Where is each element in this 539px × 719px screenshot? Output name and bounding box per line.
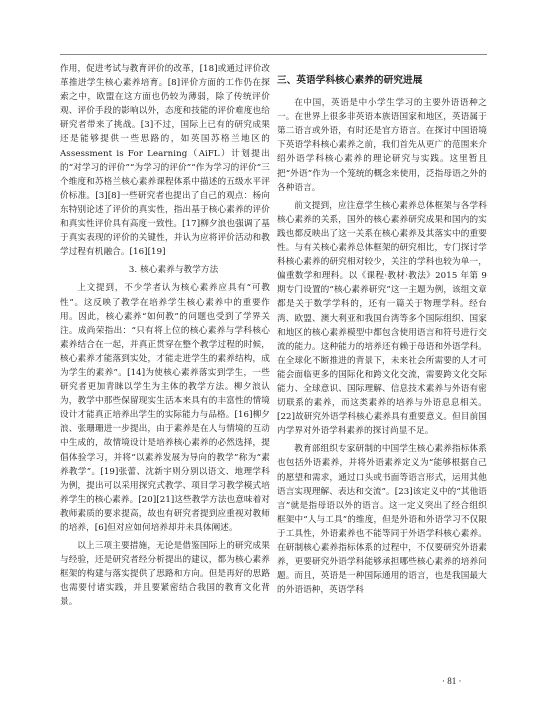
- right-paragraph-3: 教育部组织专家研制的中国学生核心素养指标体系也包括外语素养，并将外语素养定义为“能够根据自己的愿望和需求，通过口头或书面等语言形式，运用其他语言实现理解、表达和交流”。[23]该定义中的“其他语言”就是指母语以外的语言。这一定义突出了经合组织框架中“人与工具”的维度，但是外语和外语学习不仅限于工具性，外语素养也不能等同于外语学科核心素养。在研制核心素养指标体系的过程中，不仅要研究外语素养，更要研究外语学科能够承担哪些核心素养的培养问题。而且，英语是一种国际通用的语言，也是我国最大的外语语种，英语学科: [277, 444, 487, 596]
- left-paragraph-3: 以上三项主要措施，无论是借鉴国际上的研究成果与经验，还是研究者经分析提出的建议，都为核心素养框架的构建与落实提供了思路和方向。但是再好的思路也需要付诸实践，并且要紧密结合我国的教育文化背景。: [60, 541, 270, 608]
- right-paragraph-1: 在中国，英语是中小学生学习的主要外语语种之一。在世界上很多非英语本族语国家和地区，英语属于第二语言或外语，有时还是官方语言。在探讨中国语境下英语学科核心素养之前，我们首先从更广的范围来介绍外语学科核心素养的理论研究与实践。这里暂且把“外语”作为一个笼统的概念来使用，泛指母语之外的各种语言。: [277, 98, 487, 193]
- right-paragraph-2: 前文提到，应注意学生核心素养总体框架与各学科核心素养的关系，国外的核心素养研究成果和国内的实践也都反映出了这一关系在核心素养及其落实中的重要性。与有关核心素养总体框架的研究相比，专门探讨学科核心素养的研究相对较少，关注的学科也较为单一，偏重数学和理科。以《课程·教材·教法》2015 年第 9 期专门设置的“核心素养研究”这一主题为例，该组文章都是关于数学学科的，还有一篇关于物理学科。经台湾、欧盟、澳大利亚和我国台湾等多个国际组织、国家和地区的核心素养模型中都包含使用语言和符号进行交流的能力。这种能力的培养还有赖于母语和外语学科。在全球化不断推进的背景下，未来社会所需要的人才可能会面临更多的国际化和跨文化交流，需要跨文化交际能力、全球意识、国际理解、信息技术素养与外语有密切联系的素养，而这类素养的培养与外语息息相关。[22]故研究外语学科核心素养具有重要意义。但目前国内学界对外语学科素养的探讨尚显不足。: [277, 200, 487, 437]
- section-heading-english-core-literacy: 三、英语学科核心素养的研究进展: [277, 75, 423, 86]
- right-column: [277, 74, 487, 601]
- left-paragraph-1: 作用，促进考试与教育评价的改革，[18]或通过评价改革推进学生核心素养培育。[8]评价方面的工作仍在探索之中，欧盟在这方面也仍较为薄弱，除了传统评价观、评价手段的影响以外，态度和技能的评价难度也给研究者带来了挑战。[3]不过，国际上已有的研究成果还是能够提供一些思路的，如英国苏格兰地区的 Assessment is For Learning（AiFL）计划提出的“对学习的评价”“为学习的评价”“作为学习的评价”三个维度和苏格兰核心素养课程体系中描述的五级水平评价标准。[3][8]一些研究者也提出了自己的观点：杨向东特别论述了评价的真实性，指出基于核心素养的评价和真实性评价具有高度一致性。[17]柳夕浪也强调了基于真实表现的评价的关键性，并认为应将评价活动和教学过程有机融合。[16][19]: [60, 64, 270, 258]
- left-column: [60, 62, 270, 614]
- page-number: · 81 ·: [442, 676, 462, 686]
- header-rule: [60, 54, 487, 55]
- subsection-heading-teaching-methods: 3. 核心素养与教学方法: [128, 265, 219, 276]
- left-paragraph-2: 上文提到，不少学者认为核心素养应具有“可教性”。这反映了教学在培养学生核心素养中的重要作用。因此，核心素养“如何教”的问题也受到了学界关注。成尚荣指出：“只有将上位的核心素养与学科核心素养结合在一起，并真正贯穿在整个教学过程的时候，核心素养才能落到实处，才能走进学生的素养结构，成为学生的素养”。[14]为使核心素养落实到学生，一些研究者更加青睐以学生为主体的教学方法。柳夕浪认为，教学中那些保留现实生活本来具有的丰富性的情境设计才能真正培养出学生的实际能力与品格。[16]柳夕浪、张珊珊进一步提出，由于素养是在人与情境的互动中生成的，故情境设计是培养核心素养的必然选择，提倡体验学习，并将“以素养发展为导向的教学”称为“素养教学”。[19]张蕾、沈新宇则分别以语文、地理学科为例，提出可以采用探究式教学、项目学习教学模式培养学生的核心素养。[20][21]这些教学方法也意味着对教师素质的要求提高，故也有研究者提到应重视对教师的培养，[6]但对应如何培养却并未具体阐述。: [60, 283, 270, 533]
